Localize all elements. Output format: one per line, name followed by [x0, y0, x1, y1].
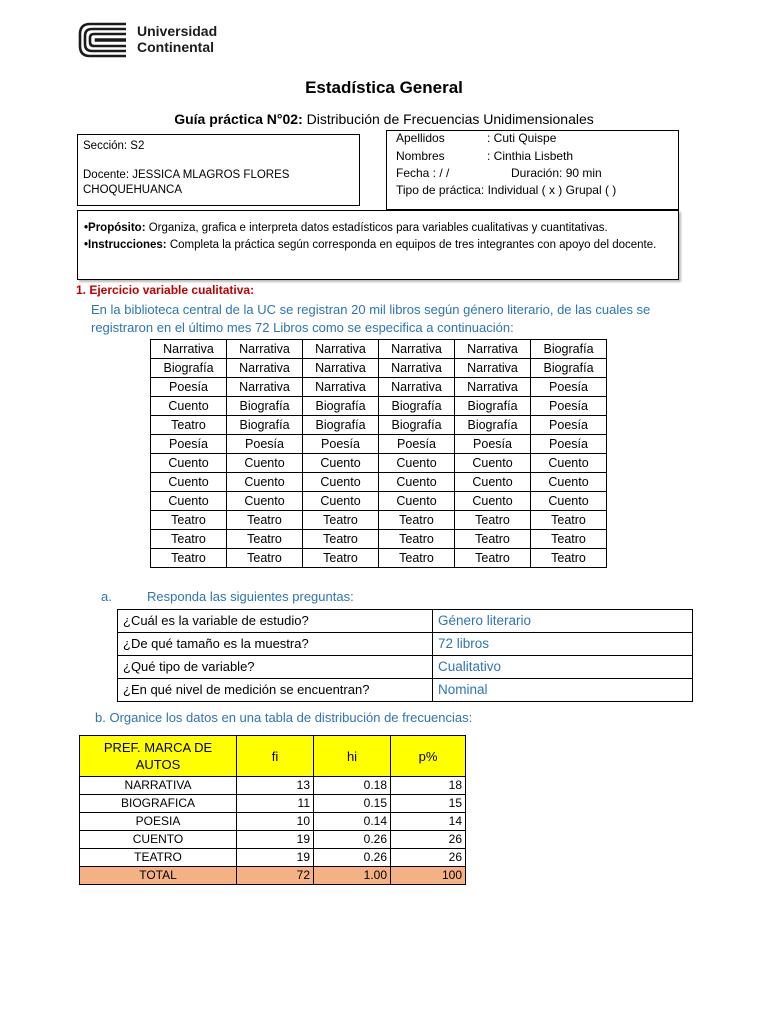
- question-row: [118, 656, 693, 679]
- table-cell: Teatro: [227, 511, 303, 530]
- category-cell: BIOGRAFICA: [80, 795, 237, 813]
- table-cell: Cuento: [303, 454, 379, 473]
- purpose-text: Organiza, grafica e interpreta datos estadísticos para variables cualitativas y cuantitativas.: [145, 222, 608, 234]
- page-title: Estadística General: [305, 78, 463, 97]
- table-row: [151, 340, 607, 359]
- table-cell: Teatro: [455, 511, 531, 530]
- teacher-text: Docente: JESSICA MLAGROS FLORES CHOQUEHUANCA: [83, 169, 290, 196]
- instructions-label: •Instrucciones:: [84, 239, 167, 251]
- table-cell: Teatro: [455, 530, 531, 549]
- table-cell: Biografía: [303, 416, 379, 435]
- total-fi: 72: [237, 867, 314, 885]
- surname-value: : Cuti Quispe: [487, 131, 557, 145]
- table-cell: Narrativa: [379, 340, 455, 359]
- table-cell: Teatro: [303, 549, 379, 568]
- table-cell: Cuento: [531, 454, 607, 473]
- table-cell: Cuento: [303, 492, 379, 511]
- table-cell: Cuento: [379, 454, 455, 473]
- table-cell: Biografía: [227, 416, 303, 435]
- table-cell: Teatro: [531, 511, 607, 530]
- header-category: PREF. MARCA DE AUTOS: [80, 736, 237, 777]
- question-row: [118, 633, 693, 656]
- table-cell: Cuento: [227, 492, 303, 511]
- table-cell: Cuento: [455, 473, 531, 492]
- table-cell: Cuento: [303, 473, 379, 492]
- answer-text: Nominal: [433, 679, 693, 702]
- practice-type: Tipo de práctica: Individual ( x ) Grupal ( ): [396, 183, 617, 197]
- table-cell: Poesía: [151, 435, 227, 454]
- table-cell: Poesía: [303, 435, 379, 454]
- table-row: [151, 473, 607, 492]
- purpose-label: •Propósito:: [84, 222, 146, 234]
- table-cell: Poesía: [531, 435, 607, 454]
- table-cell: Cuento: [151, 492, 227, 511]
- table-cell: Cuento: [151, 454, 227, 473]
- total-label: TOTAL: [80, 867, 237, 885]
- table-cell: Teatro: [379, 549, 455, 568]
- table-cell: Cuento: [379, 492, 455, 511]
- frequency-total-row: [80, 867, 466, 885]
- total-percent: 100: [391, 867, 466, 885]
- frequency-row: [80, 777, 466, 795]
- table-row: [151, 511, 607, 530]
- table-cell: Poesía: [227, 435, 303, 454]
- table-cell: Cuento: [531, 492, 607, 511]
- table-cell: Cuento: [227, 473, 303, 492]
- table-cell: Narrativa: [227, 378, 303, 397]
- table-row: [151, 454, 607, 473]
- exercise-text: En la biblioteca central de la UC se registran 20 mil libros según género literario, de las cuales se registraron en el último mes 72 Libros como se especifica a continuación:: [91, 302, 651, 335]
- category-cell: POESIA: [80, 813, 237, 831]
- table-row: [151, 359, 607, 378]
- guide-topic: Distribución de Frecuencias Unidimensionales: [302, 111, 594, 127]
- table-cell: Narrativa: [379, 359, 455, 378]
- table-cell: Biografía: [531, 340, 607, 359]
- question-text: ¿De qué tamaño es la muestra?: [118, 633, 433, 656]
- hi-cell: 0.26: [314, 849, 391, 867]
- percent-cell: 14: [391, 813, 466, 831]
- answer-text: 72 libros: [433, 633, 693, 656]
- hi-cell: 0.18: [314, 777, 391, 795]
- table-cell: Narrativa: [455, 340, 531, 359]
- table-cell: Biografía: [455, 397, 531, 416]
- table-cell: Poesía: [531, 416, 607, 435]
- table-row: [151, 397, 607, 416]
- table-cell: Narrativa: [227, 359, 303, 378]
- table-cell: Teatro: [151, 511, 227, 530]
- hi-cell: 0.14: [314, 813, 391, 831]
- header-percent: p%: [391, 736, 466, 777]
- percent-cell: 18: [391, 777, 466, 795]
- table-cell: Teatro: [379, 530, 455, 549]
- purpose-box: [77, 210, 679, 280]
- table-cell: Biografía: [303, 397, 379, 416]
- frequency-row: [80, 813, 466, 831]
- frequency-table: [79, 735, 466, 885]
- hi-cell: 0.15: [314, 795, 391, 813]
- frequency-row: [80, 795, 466, 813]
- percent-cell: 26: [391, 849, 466, 867]
- table-cell: Narrativa: [303, 340, 379, 359]
- surname-label: Apellidos: [396, 131, 445, 145]
- table-cell: Biografía: [531, 359, 607, 378]
- table-cell: Poesía: [455, 435, 531, 454]
- raw-data-table: [150, 339, 607, 568]
- table-cell: Narrativa: [379, 378, 455, 397]
- organize-heading: b. Organice los datos en una tabla de distribución de frecuencias:: [95, 710, 473, 725]
- table-cell: Narrativa: [455, 359, 531, 378]
- questions-label: Responda las siguientes preguntas:: [147, 589, 354, 604]
- table-cell: Poesía: [531, 397, 607, 416]
- table-cell: Narrativa: [151, 340, 227, 359]
- table-cell: Poesía: [379, 435, 455, 454]
- table-row: [151, 416, 607, 435]
- table-row: [151, 378, 607, 397]
- total-hi: 1.00: [314, 867, 391, 885]
- table-row: [151, 530, 607, 549]
- fi-cell: 10: [237, 813, 314, 831]
- frequency-row: [80, 849, 466, 867]
- duration-value: Duración: 90 min: [511, 166, 602, 180]
- section-teacher-box: [77, 134, 360, 206]
- table-cell: Cuento: [379, 473, 455, 492]
- table-cell: Teatro: [151, 530, 227, 549]
- table-row: [151, 435, 607, 454]
- percent-cell: 15: [391, 795, 466, 813]
- table-cell: Cuento: [151, 397, 227, 416]
- table-cell: Biografía: [455, 416, 531, 435]
- table-cell: Teatro: [303, 530, 379, 549]
- answer-text: Cualitativo: [433, 656, 693, 679]
- instructions-line: [84, 237, 672, 254]
- question-text: ¿Cuál es la variable de estudio?: [118, 610, 433, 633]
- percent-cell: 26: [391, 831, 466, 849]
- guide-number: Guía práctica N°02:: [174, 111, 303, 127]
- table-cell: Cuento: [227, 454, 303, 473]
- table-cell: Biografía: [379, 397, 455, 416]
- student-info-box: [386, 130, 679, 210]
- table-cell: Biografía: [227, 397, 303, 416]
- question-row: [118, 610, 693, 633]
- table-cell: Cuento: [455, 454, 531, 473]
- questions-table: [117, 609, 693, 702]
- table-row: [151, 492, 607, 511]
- category-cell: CUENTO: [80, 831, 237, 849]
- fi-cell: 19: [237, 831, 314, 849]
- table-cell: Teatro: [455, 549, 531, 568]
- table-cell: Cuento: [151, 473, 227, 492]
- header-fi: fi: [237, 736, 314, 777]
- table-cell: Narrativa: [455, 378, 531, 397]
- date-label: Fecha : / /: [396, 166, 450, 180]
- questions-marker: a.: [101, 589, 112, 604]
- fi-cell: 13: [237, 777, 314, 795]
- fi-cell: 19: [237, 849, 314, 867]
- category-cell: NARRATIVA: [80, 777, 237, 795]
- table-cell: Teatro: [379, 511, 455, 530]
- table-cell: Teatro: [531, 530, 607, 549]
- category-cell: TEATRO: [80, 849, 237, 867]
- guide-subtitle: [0, 111, 768, 127]
- frequency-header-row: [80, 736, 466, 777]
- purpose-line: [84, 220, 672, 237]
- header-hi: hi: [314, 736, 391, 777]
- names-value: : Cinthia Lisbeth: [487, 149, 574, 163]
- table-cell: Teatro: [227, 549, 303, 568]
- table-cell: Narrativa: [303, 378, 379, 397]
- names-label: Nombres: [396, 149, 445, 163]
- answer-text: Género literario: [433, 610, 693, 633]
- question-text: ¿Qué tipo de variable?: [118, 656, 433, 679]
- table-cell: Teatro: [531, 549, 607, 568]
- table-cell: Cuento: [455, 492, 531, 511]
- table-cell: Poesía: [151, 378, 227, 397]
- table-cell: Biografía: [379, 416, 455, 435]
- university-name-line2: Continental: [137, 39, 214, 55]
- questions-heading: [101, 589, 354, 604]
- table-row: [151, 549, 607, 568]
- question-text: ¿En qué nivel de medición se encuentran?: [118, 679, 433, 702]
- section-text: Sección: S2: [83, 140, 145, 152]
- instructions-text: Completa la práctica según corresponda en equipos de tres integrantes con apoyo del docente.: [166, 239, 657, 251]
- table-cell: Biografía: [151, 359, 227, 378]
- exercise-title: 1. Ejercicio variable cualitativa:: [76, 283, 255, 297]
- table-cell: Narrativa: [303, 359, 379, 378]
- table-cell: Teatro: [227, 530, 303, 549]
- table-cell: Teatro: [303, 511, 379, 530]
- question-row: [118, 679, 693, 702]
- table-cell: Teatro: [151, 416, 227, 435]
- table-cell: Teatro: [151, 549, 227, 568]
- fi-cell: 11: [237, 795, 314, 813]
- hi-cell: 0.26: [314, 831, 391, 849]
- university-name: [137, 23, 217, 55]
- table-cell: Narrativa: [227, 340, 303, 359]
- table-cell: Cuento: [531, 473, 607, 492]
- frequency-row: [80, 831, 466, 849]
- university-name-line1: Universidad: [137, 23, 218, 39]
- table-cell: Poesía: [531, 378, 607, 397]
